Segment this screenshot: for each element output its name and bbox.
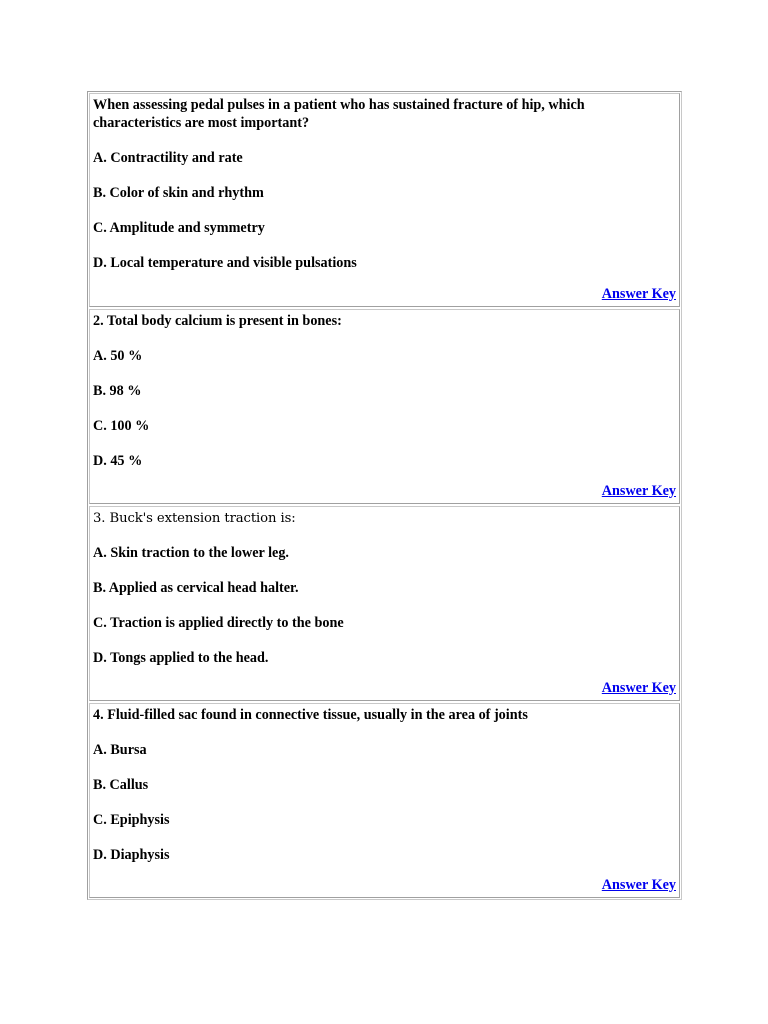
option-d: D. 45 % — [93, 453, 143, 469]
question-text: 2. Total body calcium is present in bones: — [93, 313, 342, 329]
answer-key-link[interactable]: Answer Key — [601, 286, 676, 302]
option-d: D. Tongs applied to the head. — [93, 650, 269, 666]
question-cell — [89, 703, 680, 898]
option-c: C. Epiphysis — [93, 812, 170, 828]
option-d: D. Local temperature and visible pulsations — [93, 254, 357, 271]
question-cell — [89, 93, 680, 307]
option-c: C. Traction is applied directly to the bone — [93, 615, 344, 631]
option-b: B. 98 % — [93, 383, 142, 399]
question-cell — [89, 506, 680, 701]
option-c: C. Amplitude and symmetry — [93, 219, 265, 236]
option-b: B. Callus — [93, 777, 149, 793]
question-text: 3. Buck's extension traction is: — [93, 511, 296, 526]
answer-key-link[interactable]: Answer Key — [601, 877, 676, 893]
option-a: A. Contractility and rate — [93, 149, 243, 166]
question-cell — [89, 309, 680, 504]
option-b: B. Color of skin and rhythm — [93, 184, 264, 201]
option-a: A. Bursa — [93, 742, 147, 758]
quiz-table — [87, 91, 682, 900]
option-a: A. Skin traction to the lower leg. — [93, 545, 289, 561]
answer-key-link[interactable]: Answer Key — [601, 680, 676, 696]
option-c: C. 100 % — [93, 418, 150, 434]
question-text: 4. Fluid-filled sac found in connective tissue, usually in the area of joints — [93, 707, 528, 723]
option-b: B. Applied as cervical head halter. — [93, 580, 299, 596]
option-d: D. Diaphysis — [93, 847, 170, 863]
question-text: When assessing pedal pulses in a patient who has sustained fracture of hip, which characteristics are most important? — [93, 97, 585, 131]
answer-key-link[interactable]: Answer Key — [601, 483, 676, 499]
option-a: A. 50 % — [93, 348, 143, 364]
